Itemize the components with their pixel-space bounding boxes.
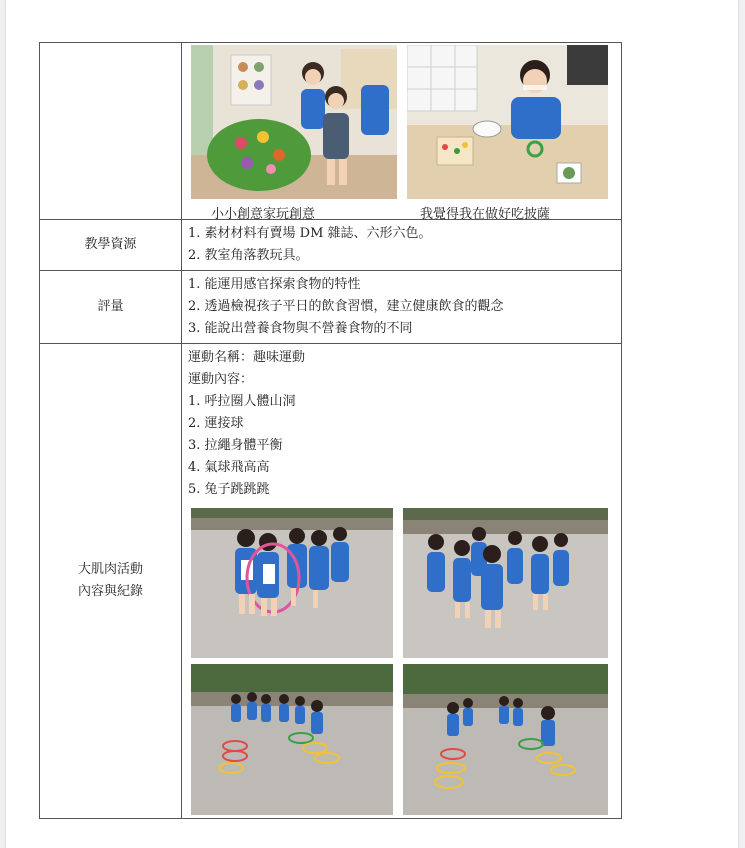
caption-creative-play: 小小創意家玩創意 bbox=[211, 207, 316, 222]
photo-cell bbox=[182, 43, 622, 220]
document-page bbox=[6, 0, 738, 848]
list-item: 2. 教室角落教玩具。 bbox=[188, 248, 309, 263]
caption-pizza: 我覺得我在做好吃披薩 bbox=[420, 207, 551, 222]
assessment-row bbox=[40, 271, 622, 344]
list-item: 3. 拉繩身體平衡 bbox=[188, 438, 283, 453]
teaching-resources-label-text: 教學資源 bbox=[84, 237, 137, 252]
list-item: 1. 素材材料有賣場 DM 雜誌、六形六色。 bbox=[188, 226, 432, 241]
rabbit-hop-photo bbox=[403, 664, 608, 815]
list-item: 運動內容： bbox=[188, 372, 254, 387]
list-item: 4. 氣球飛高高 bbox=[188, 460, 270, 475]
assessment-label-text: 評量 bbox=[97, 299, 124, 314]
gross-motor-label-line-2: 內容與紀錄 bbox=[77, 584, 143, 599]
photo-row bbox=[40, 43, 622, 220]
lesson-table bbox=[39, 42, 622, 819]
list-item: 2. 透過檢視孩子平日的飲食習慣，建立健康飲食的觀念 bbox=[188, 299, 504, 314]
teaching-resources-content bbox=[182, 220, 622, 271]
teaching-resources-row bbox=[40, 220, 622, 271]
gross-motor-label bbox=[40, 344, 182, 819]
assessment-content bbox=[182, 271, 622, 344]
list-item: 1. 呼拉圈人體山洞 bbox=[188, 394, 296, 409]
creative-play-photo bbox=[191, 45, 397, 199]
list-item: 1. 能運用感官探索食物的特性 bbox=[188, 277, 361, 292]
gross-motor-content bbox=[182, 344, 622, 819]
teaching-resources-label bbox=[40, 220, 182, 271]
assessment-label bbox=[40, 271, 182, 344]
hula-hoop-tunnel-photo bbox=[191, 508, 393, 658]
hoop-line-photo bbox=[191, 664, 393, 815]
list-item: 5. 兔子跳跳跳 bbox=[188, 482, 270, 497]
gross-motor-label-line-1: 大肌肉活動 bbox=[77, 562, 143, 577]
list-item: 2. 運接球 bbox=[188, 416, 244, 431]
list-item: 運動名稱：趣味運動 bbox=[188, 350, 306, 365]
empty-label-cell bbox=[40, 43, 182, 220]
circle-ball-photo bbox=[403, 508, 608, 658]
list-item: 3. 能說出營養食物與不營養食物的不同 bbox=[188, 321, 413, 336]
gross-motor-row bbox=[40, 344, 622, 819]
pizza-making-photo bbox=[407, 45, 608, 199]
